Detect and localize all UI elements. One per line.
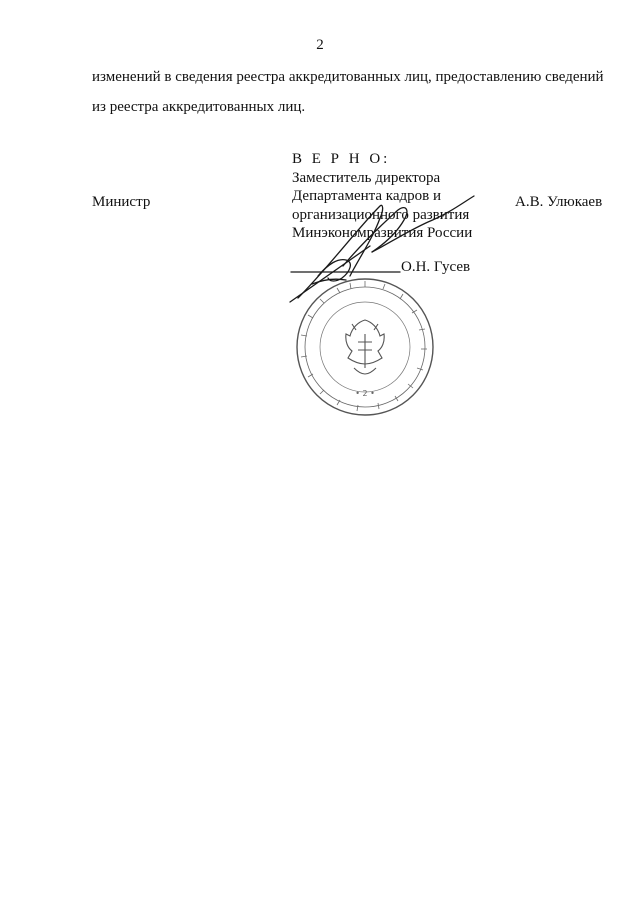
handwritten-signature bbox=[288, 188, 478, 306]
certification-line: организационного развития bbox=[292, 206, 470, 223]
signatory-name: А.В. Улюкаев bbox=[515, 194, 603, 210]
certification-line: Департамента кадров и bbox=[292, 188, 441, 204]
signatory-title: Министр bbox=[92, 194, 151, 210]
certifier-name: О.Н. Гусев bbox=[401, 259, 471, 275]
body-paragraph bbox=[92, 62, 604, 122]
certification-line: Заместитель директора bbox=[292, 169, 441, 186]
page-number: 2 bbox=[316, 37, 324, 53]
certification-line: Минэкономразвития России bbox=[292, 225, 473, 241]
body-line: изменений в сведения реестра аккредитованных лиц, предоставлению сведений bbox=[92, 69, 604, 85]
certification-heading: В Е Р Н О: bbox=[292, 151, 391, 167]
body-line: из реестра аккредитованных лиц. bbox=[92, 99, 306, 115]
svg-text:• 2 •: • 2 • bbox=[355, 389, 375, 398]
